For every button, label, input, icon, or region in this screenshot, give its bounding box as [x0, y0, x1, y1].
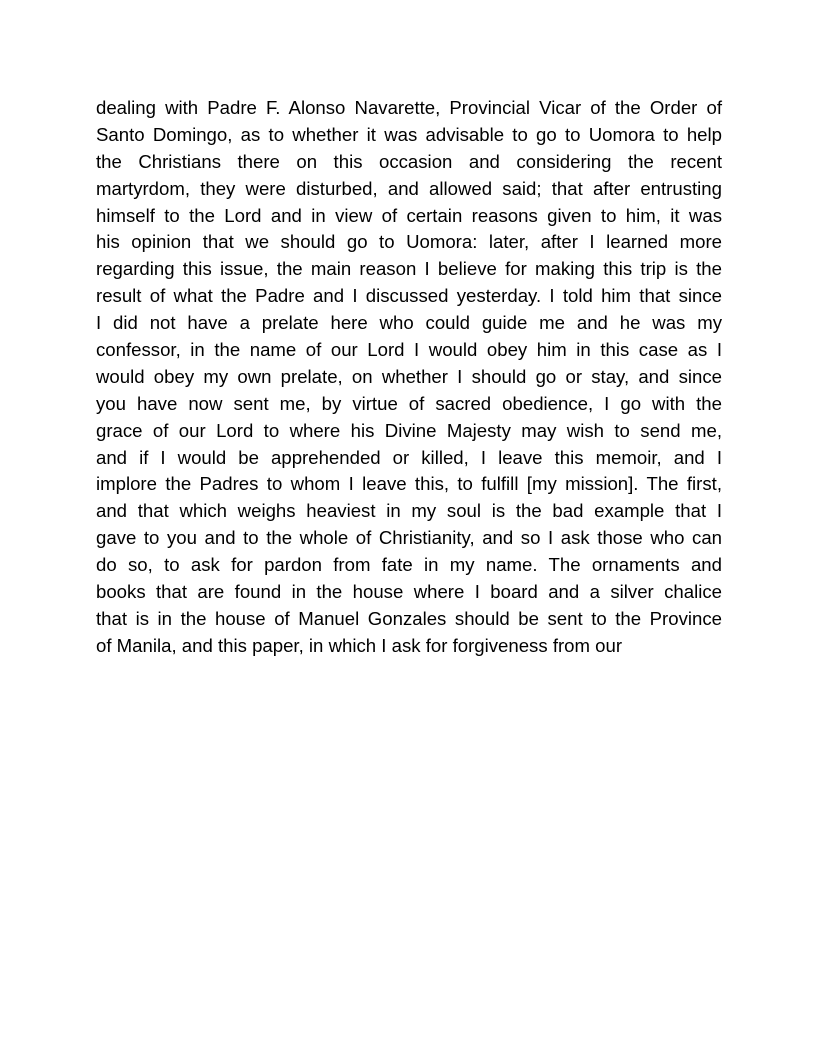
text-line: confessor, in the name of our Lord I would obey him in this case as I — [96, 339, 722, 361]
text-line: you have now sent me, by virtue of sacred obedience, I go with the — [96, 392, 722, 414]
body-text — [96, 95, 722, 660]
text-line: himself to the Lord and in view of certain reasons given to him, it was — [96, 204, 722, 226]
text-line: and that which weighs heaviest in my soul is the bad example that I — [96, 500, 722, 522]
text-line: books that are found in the house where I board and a silver chalice — [96, 581, 722, 603]
text-line: his opinion that we should go to Uomora: later, after I learned more — [96, 231, 722, 253]
text-line: the Christians there on this occasion and considering the recent — [96, 150, 722, 172]
text-line: would obey my own prelate, on whether I should go or stay, and since — [96, 365, 722, 387]
text-line: dealing with Padre F. Alonso Navarette, Provincial Vicar of the Order of — [96, 97, 722, 118]
text-line: that is in the house of Manuel Gonzales should be sent to the Province — [96, 607, 722, 629]
text-line: of Manila, and this paper, in which I ask for forgiveness from our — [96, 634, 623, 656]
text-line: and if I would be apprehended or killed, I leave this memoir, and I — [96, 446, 722, 468]
text-line: result of what the Padre and I discussed yesterday. I told him that since — [96, 285, 722, 307]
text-line: implore the Padres to whom I leave this, to fulfill [my mission]. The first, — [96, 473, 722, 495]
text-line: martyrdom, they were disturbed, and allowed said; that after entrusting — [96, 177, 722, 199]
text-line: grace of our Lord to where his Divine Majesty may wish to send me, — [96, 419, 722, 441]
text-line: Santo Domingo, as to whether it was advisable to go to Uomora to help — [96, 123, 722, 145]
text-line: regarding this issue, the main reason I believe for making this trip is the — [96, 258, 722, 280]
text-line: do so, to ask for pardon from fate in my name. The ornaments and — [96, 554, 722, 576]
text-line: I did not have a prelate here who could guide me and he was my — [96, 312, 722, 334]
text-line: gave to you and to the whole of Christianity, and so I ask those who can — [96, 527, 722, 549]
